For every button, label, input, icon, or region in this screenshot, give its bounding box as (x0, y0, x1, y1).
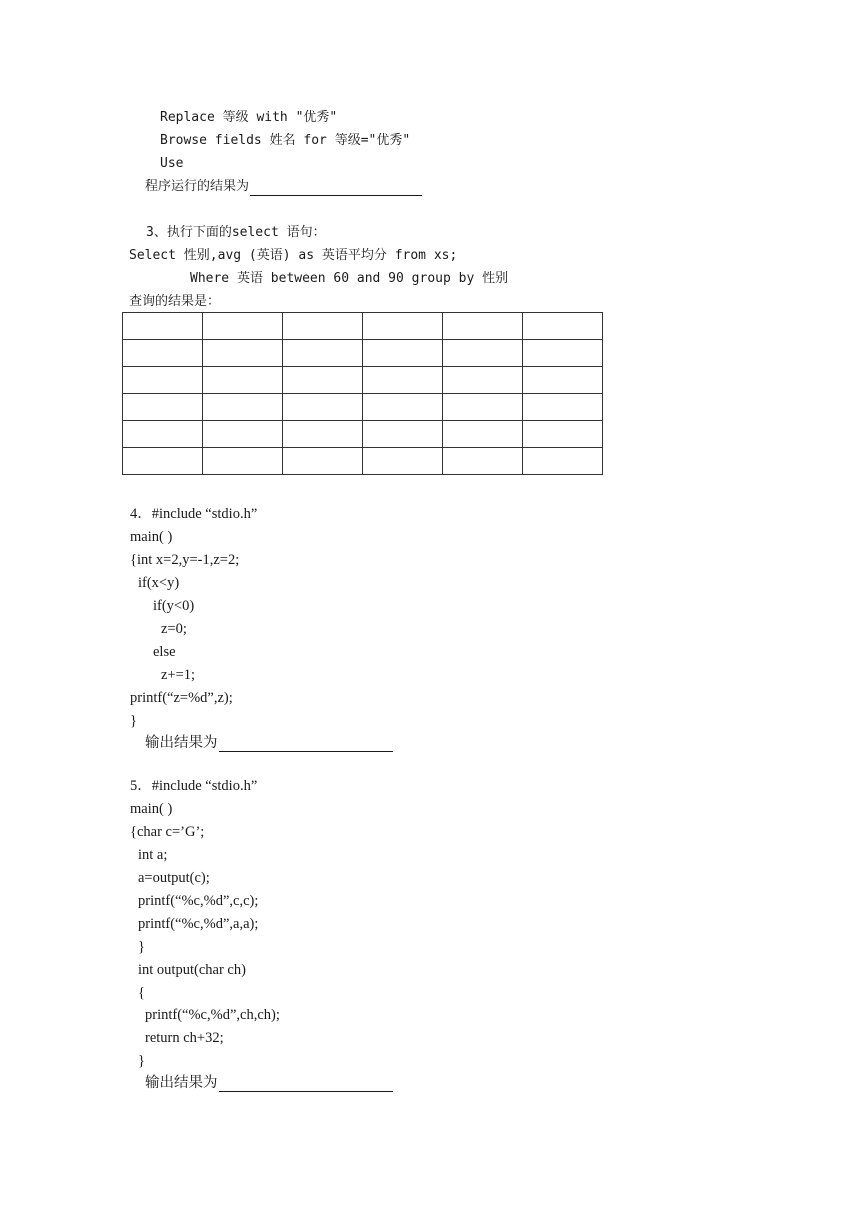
q4-line: 4．#include “stdio.h” (130, 506, 258, 522)
table-cell[interactable] (523, 421, 603, 448)
table-cell[interactable] (203, 394, 283, 421)
table-cell[interactable] (523, 394, 603, 421)
q4-line: if(x<y) (138, 575, 180, 591)
table-cell[interactable] (123, 313, 203, 340)
q5-line: int output(char ch) (138, 962, 246, 978)
q5-line: return ch+32; (145, 1030, 224, 1046)
q5-line: main( ) (130, 801, 173, 817)
q4-result-line (145, 734, 393, 752)
table-cell[interactable] (363, 448, 443, 475)
q5-result-line (145, 1074, 393, 1092)
table-cell[interactable] (523, 367, 603, 394)
q3-title: 3、执行下面的select 语句： (146, 225, 326, 240)
table-cell[interactable] (363, 394, 443, 421)
table-cell[interactable] (283, 394, 363, 421)
q4-answer-blank[interactable] (219, 737, 393, 752)
q5-answer-blank[interactable] (219, 1077, 393, 1092)
q3-answer-table (122, 312, 603, 475)
q3-sql-line-2: Where 英语 between 60 and 90 group by 性别 (190, 271, 509, 286)
table-row (123, 367, 603, 394)
table-cell[interactable] (283, 367, 363, 394)
q5-line: a=output(c); (138, 870, 210, 886)
table-cell[interactable] (443, 448, 523, 475)
q5-line: } (138, 1053, 145, 1069)
table-cell[interactable] (203, 313, 283, 340)
table-cell[interactable] (363, 340, 443, 367)
q5-line: { (138, 985, 145, 1001)
table-cell[interactable] (123, 448, 203, 475)
q2-result-label: 程序运行的结果为 (145, 179, 250, 194)
table-cell[interactable] (443, 394, 523, 421)
table-row (123, 448, 603, 475)
table-cell[interactable] (363, 313, 443, 340)
q5-line: printf(“%c,%d”,ch,ch); (145, 1007, 280, 1023)
q2-code-line-1: Replace 等级 with "优秀" (160, 110, 338, 125)
table-row (123, 313, 603, 340)
q4-line: {int x=2,y=-1,z=2; (130, 552, 240, 568)
table-cell[interactable] (203, 421, 283, 448)
table-cell[interactable] (203, 448, 283, 475)
q4-line: else (153, 644, 176, 660)
table-row (123, 394, 603, 421)
q4-line: z+=1; (161, 667, 196, 683)
table-cell[interactable] (123, 394, 203, 421)
q2-code-line-2: Browse fields 姓名 for 等级="优秀" (160, 133, 411, 148)
q5-result-label: 输出结果为 (145, 1075, 218, 1091)
q5-line: {char c=’G’; (130, 824, 205, 840)
q2-answer-blank[interactable] (250, 181, 422, 196)
q3-sql-line-1: Select 性别,avg (英语) as 英语平均分 from xs; (129, 248, 458, 263)
table-cell[interactable] (363, 367, 443, 394)
table-cell[interactable] (203, 340, 283, 367)
table-cell[interactable] (203, 367, 283, 394)
table-cell[interactable] (283, 340, 363, 367)
q5-line: 5．#include “stdio.h” (130, 778, 258, 794)
table-cell[interactable] (123, 340, 203, 367)
q5-line: } (138, 939, 145, 955)
table-cell[interactable] (363, 421, 443, 448)
table-row (123, 340, 603, 367)
q5-line: printf(“%c,%d”,a,a); (138, 916, 259, 932)
table-cell[interactable] (283, 448, 363, 475)
q4-line: main( ) (130, 529, 173, 545)
table-cell[interactable] (283, 313, 363, 340)
table-cell[interactable] (523, 313, 603, 340)
table-cell[interactable] (123, 421, 203, 448)
q4-line: printf(“z=%d”,z); (130, 690, 233, 706)
q4-line: z=0; (161, 621, 187, 637)
table-row (123, 421, 603, 448)
table-cell[interactable] (443, 367, 523, 394)
table-cell[interactable] (523, 448, 603, 475)
q4-result-label: 输出结果为 (145, 735, 218, 751)
table-cell[interactable] (443, 421, 523, 448)
q3-result-label: 查询的结果是： (129, 294, 221, 309)
q2-code-line-3: Use (160, 156, 184, 171)
q4-line: if(y<0) (153, 598, 195, 614)
table-cell[interactable] (443, 340, 523, 367)
q5-line: printf(“%c,%d”,c,c); (138, 893, 259, 909)
table-cell[interactable] (443, 313, 523, 340)
q4-line: } (130, 713, 137, 729)
table-cell[interactable] (283, 421, 363, 448)
q2-result-line (145, 178, 422, 196)
table-cell[interactable] (123, 367, 203, 394)
q5-line: int a; (138, 847, 168, 863)
table-cell[interactable] (523, 340, 603, 367)
